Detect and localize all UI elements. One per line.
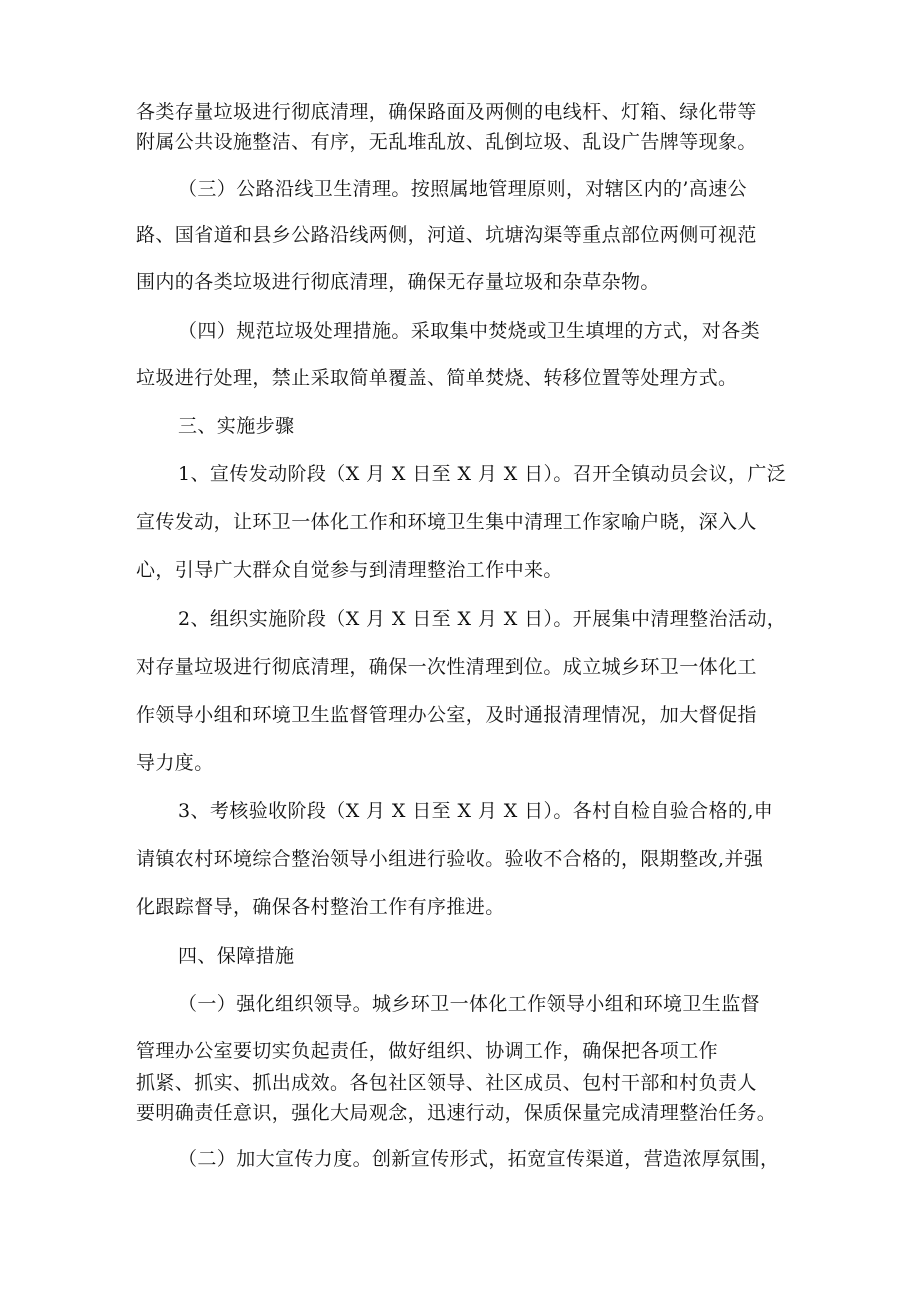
- text-line: 管理办公室要切实负起责任，做好组织、协调工作，确保把各项工作: [136, 1040, 719, 1062]
- text-line: 1、宣传发动阶段（X 月 X 日至 X 月 X 日）。召开全镇动员会议，广泛: [178, 463, 787, 485]
- text-line: 3、考核验收阶段（X 月 X 日至 X 月 X 日）。各村自检自验合格的,申: [178, 800, 774, 822]
- text-line: 请镇农村环境综合整治领导小组进行验收。验收不合格的，限期整改,并强: [136, 848, 764, 870]
- text-line: （二）加大宣传力度。创新宣传形式，拓宽宣传渠道，营造浓厚氛围，: [178, 1148, 780, 1170]
- text-line: 心，引导广大群众自觉参与到清理整治工作中来。: [136, 559, 563, 581]
- text-line: 路、国省道和县乡公路沿线两侧，河道、坑塘沟渠等重点部位两侧可视范: [136, 224, 757, 246]
- text-line: 2、组织实施阶段（X 月 X 日至 X 月 X 日）。开展集中清理整治活动，: [178, 608, 787, 630]
- text-line: （四）规范垃圾处理措施。采取集中焚烧或卫生填埋的方式，对各类: [178, 320, 761, 342]
- section-heading: 四、保障措施: [178, 945, 295, 967]
- section-heading: 三、实施步骤: [178, 415, 295, 437]
- text-line: 导力度。: [136, 752, 214, 774]
- text-line: 对存量垃圾进行彻底清理，确保一次性清理到位。成立城乡环卫一体化工: [136, 656, 757, 678]
- text-line: 要明确责任意识，强化大局观念，迅速行动，保质保量完成清理整治任务。: [136, 1102, 777, 1124]
- text-line: （一）强化组织领导。城乡环卫一体化工作领导小组和环境卫生监督: [178, 993, 761, 1015]
- text-line: 各类存量垃圾进行彻底清理，确保路面及两侧的电线杆、灯箱、绿化带等: [136, 101, 757, 123]
- text-line: 附属公共设施整洁、有序，无乱堆乱放、乱倒垃圾、乱设广告牌等现象。: [136, 131, 757, 153]
- text-line: 围内的各类垃圾进行彻底清理，确保无存量垃圾和杂草杂物。: [136, 271, 660, 293]
- text-line: 宣传发动，让环卫一体化工作和环境卫生集中清理工作家喻户晓，深入人: [136, 511, 757, 533]
- text-line: 抓紧、抓实、抓出成效。各包社区领导、社区成员、包村干部和村负责人: [136, 1072, 757, 1094]
- text-line: 作领导小组和环境卫生监督管理办公室，及时通报清理情况，加大督促指: [136, 704, 757, 726]
- text-line: 化跟踪督导，确保各村整治工作有序推进。: [136, 896, 505, 918]
- text-line: 垃圾进行处理，禁止采取简单覆盖、简单焚烧、转移位置等处理方式。: [136, 367, 738, 389]
- text-line: （三）公路沿线卫生清理。按照属地管理原则，对辖区内的’高速公: [178, 178, 748, 200]
